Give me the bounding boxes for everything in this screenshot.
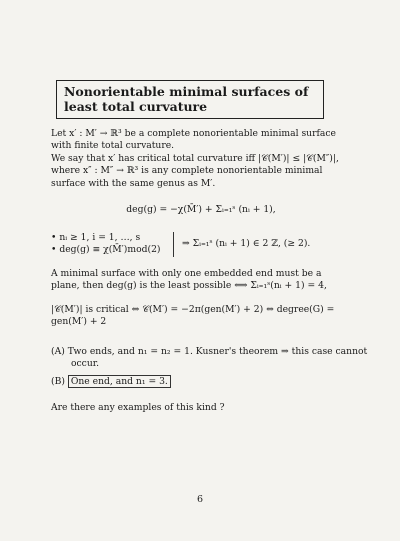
parity-implication: ⇒ Σᵢ₌₁ˢ (nᵢ + 1) ∈ 2 ℤ, (≥ 2). [182, 238, 311, 250]
intro-line-2: We say that x′ has critical total curvature iff |𝒞(M′)| ≤ |𝒞(M″)|, where x″ : M″ → ℝ³ is any complete nonorientable minimal surface with the same genus as M′. [51, 152, 339, 189]
case-b-boxed-text: One end, and n₁ = 3. [68, 375, 171, 388]
case-a: (A) Two ends, and n₁ = n₂ = 1. Kusner's theorem ⇒ this case cannot occur. [51, 346, 368, 370]
intro-paragraph [51, 128, 351, 190]
degree-formula: deg(g) = −χ(M̄′) + Σᵢ₌₁ˢ (nᵢ + 1), [126, 204, 276, 215]
question-text: Are there any examples of this kind ? [51, 402, 225, 413]
condition-list [51, 232, 174, 257]
intro-line-1: Let x′ : M′ → ℝ³ be a complete nonorientable minimal surface with finite total curvature. [51, 128, 336, 152]
case-b [51, 376, 351, 388]
condition-item-1: • nᵢ ≥ 1, i = 1, …, s [51, 232, 141, 243]
plane-paragraph: A minimal surface with only one embedded end must be a plane, then deg(g) is the least possible ⟺ Σᵢ₌₁ˢ(nᵢ + 1) = 4, [51, 268, 327, 292]
page-number: 6 [196, 494, 204, 505]
condition-item-2: • deg(g) ≡ χ(M̄′)mod(2) [51, 244, 161, 256]
conditions-block [51, 232, 351, 257]
critical-paragraph: |𝒞(M′)| is critical ⇔ 𝒞(M′) = −2π(gen(M′) + 2) ⇔ degree(G) = gen(M′) + 2 [51, 304, 335, 328]
case-b-label: (B) [51, 376, 65, 387]
section-title: Nonorientable minimal surfaces of least total curvature [56, 80, 324, 119]
